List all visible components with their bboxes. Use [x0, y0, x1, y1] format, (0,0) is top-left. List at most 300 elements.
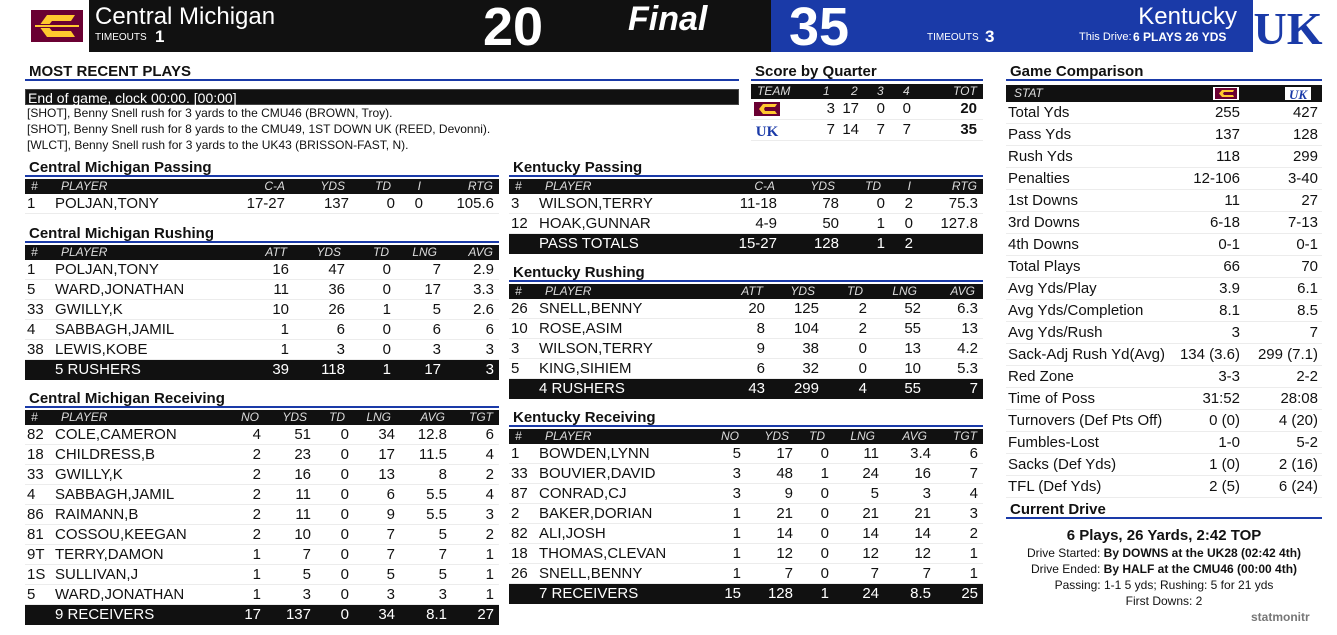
- cell-lng: 34: [378, 426, 395, 443]
- cell-lng: 55: [904, 380, 921, 397]
- col-num: #: [31, 245, 38, 259]
- cell-player: 9 RECEIVERS: [55, 606, 155, 623]
- cell-ca: 15-27: [738, 235, 777, 252]
- comparison-row: [1006, 388, 1322, 410]
- col-yds: YDS: [764, 429, 789, 443]
- home-team-bar: [25, 0, 573, 57]
- cell-lng: 52: [904, 300, 921, 317]
- comparison-row: [1006, 102, 1322, 124]
- cell-lng: 7: [870, 565, 879, 582]
- cell-num: 1: [27, 195, 36, 212]
- cell-no: 17: [244, 606, 261, 623]
- stat-label: Time of Poss: [1008, 390, 1095, 407]
- cm-passing-header: [25, 179, 499, 194]
- uk-value: 427: [1292, 104, 1318, 121]
- cell-att: 10: [272, 301, 289, 318]
- play-item: [WLCT], Benny Snell rush for 3 yards to the UK43 (BRISSON-FAST, N).: [27, 138, 409, 152]
- cmu-value: 6-18: [1209, 214, 1240, 231]
- table-row: [509, 524, 983, 544]
- cell-td: 0: [858, 340, 867, 357]
- cell-yds: 36: [328, 281, 345, 298]
- cell-yds: 11: [295, 486, 311, 503]
- col-num: #: [515, 179, 522, 193]
- cell-avg: 5.5: [426, 506, 447, 523]
- cell-td: 0: [820, 445, 829, 462]
- uk-rushing-section: [509, 263, 983, 399]
- uk-logo: [1253, 0, 1323, 52]
- cell-no: 1: [252, 546, 261, 563]
- total-score: 35: [960, 121, 977, 138]
- quarter-score: 0: [902, 100, 911, 117]
- stat-label: Avg Yds/Play: [1008, 280, 1097, 297]
- col-avg: AVG: [420, 410, 445, 424]
- cell-att: 6: [756, 360, 765, 377]
- cell-no: 1: [732, 545, 741, 562]
- stat-label: Rush Yds: [1008, 148, 1073, 165]
- away-team-bar: [771, 0, 1323, 57]
- quarter-score: 3: [826, 100, 835, 117]
- cell-player: BAKER,DORIAN: [539, 505, 653, 522]
- drive-detail: Passing: 1-1 5 yds; Rushing: 5 for 21 yds: [1054, 578, 1274, 592]
- cell-player: WILSON,TERRY: [539, 340, 653, 357]
- cell-no: 1: [732, 505, 741, 522]
- col-player: PLAYER: [61, 245, 108, 259]
- uk-value: 8.5: [1297, 302, 1318, 319]
- cell-att: 43: [748, 380, 765, 397]
- totals-row: [25, 360, 499, 380]
- table-row: [25, 340, 499, 360]
- uk-value: 7-13: [1287, 214, 1318, 231]
- col-num: #: [31, 410, 38, 424]
- cell-num: 9T: [27, 546, 45, 563]
- cell-avg: 3.4: [910, 445, 931, 462]
- cell-yds: 78: [822, 195, 839, 212]
- cell-num: 12: [511, 215, 528, 232]
- uk-passing-rows: [509, 194, 983, 254]
- cell-avg: 12.8: [417, 426, 447, 443]
- cell-tgt: 4: [969, 485, 978, 502]
- cell-lng: 12: [862, 545, 879, 562]
- stat-label: 1st Downs: [1008, 192, 1079, 209]
- cmu-value: 255: [1214, 104, 1240, 121]
- table-row: [25, 260, 499, 280]
- cell-player: ROSE,ASIM: [539, 320, 623, 337]
- drive-label: This Drive:: [1079, 31, 1132, 43]
- table-row: [25, 585, 499, 605]
- home-timeouts-count: 1: [155, 27, 165, 46]
- comparison-row: [1006, 366, 1322, 388]
- uk-rushing-title: Kentucky Rushing: [509, 263, 983, 282]
- cell-player: GWILLY,K: [55, 301, 123, 318]
- recent-plays-list: [25, 89, 739, 153]
- cell-td: 0: [340, 506, 349, 523]
- cell-yds: 50: [822, 215, 839, 232]
- cell-avg: 21: [914, 505, 931, 522]
- cell-rtg: 75.3: [948, 195, 978, 212]
- cell-num: 3: [511, 195, 520, 212]
- cm-rushing-section: [25, 224, 499, 380]
- table-row: [25, 565, 499, 585]
- cell-avg: 3: [485, 361, 494, 378]
- cell-yds: 7: [302, 546, 311, 563]
- cell-tgt: 1: [969, 565, 978, 582]
- current-drive-title: Current Drive: [1006, 500, 1322, 519]
- cmu-value: 12-106: [1193, 170, 1240, 187]
- cell-tgt: 4: [485, 446, 494, 463]
- col-td: TD: [373, 245, 389, 259]
- cell-avg: 5: [438, 526, 447, 543]
- stat-label: Turnovers (Def Pts Off): [1008, 412, 1163, 429]
- cell-td: 0: [340, 446, 349, 463]
- cell-num: 86: [27, 506, 44, 523]
- cell-yds: 3: [302, 586, 311, 603]
- cell-lng: 7: [386, 546, 395, 563]
- cell-player: BOWDEN,LYNN: [539, 445, 650, 462]
- cm-rushing-rows: [25, 260, 499, 380]
- table-row: [25, 485, 499, 505]
- col-player: PLAYER: [61, 410, 108, 424]
- uk-rushing-rows: [509, 299, 983, 399]
- cell-yds: 14: [776, 525, 793, 542]
- col-player: PLAYER: [545, 429, 592, 443]
- cell-tgt: 6: [485, 426, 494, 443]
- cell-avg: 16: [914, 465, 931, 482]
- cell-rtg: 105.6: [456, 195, 494, 212]
- quarter-score: 7: [876, 121, 885, 138]
- cell-lng: 17: [424, 281, 441, 298]
- game-comparison-title: Game Comparison: [1006, 62, 1322, 81]
- comparison-row: [1006, 300, 1322, 322]
- cmu-value: 137: [1214, 126, 1240, 143]
- cmu-value: 1-0: [1218, 434, 1240, 451]
- stat-label: Pass Yds: [1008, 126, 1072, 143]
- cell-num: 1: [511, 445, 520, 462]
- col-td: TD: [375, 179, 391, 193]
- cell-lng: 14: [862, 525, 879, 542]
- cell-no: 4: [252, 426, 261, 443]
- totals-row: [25, 605, 499, 625]
- col-player: PLAYER: [61, 179, 108, 193]
- drive-started-label: Drive Started:: [1026, 546, 1101, 560]
- cell-player: SABBAGH,JAMIL: [55, 321, 175, 338]
- uk-value: 5-2: [1296, 434, 1318, 451]
- cell-tgt: 1: [485, 586, 494, 603]
- cell-player: 7 RECEIVERS: [539, 585, 639, 602]
- col-no: NO: [721, 429, 739, 443]
- cell-avg: 14: [914, 525, 931, 542]
- drive-summary: 6 PLAYS 26 YDS: [1133, 30, 1227, 44]
- uk-value: 6 (24): [1278, 478, 1318, 495]
- cell-tgt: 27: [477, 606, 494, 623]
- comparison-row: [1006, 256, 1322, 278]
- uk-value: 2 (16): [1278, 456, 1318, 473]
- cell-avg: 2.9: [473, 261, 494, 278]
- drive-ended-label: Drive Ended:: [1030, 562, 1101, 576]
- cell-avg: 8.1: [426, 606, 447, 623]
- col-rtg: RTG: [467, 179, 493, 193]
- cmu-value: 11: [1224, 192, 1240, 209]
- cell-yds: 7: [784, 565, 793, 582]
- stat-label: 4th Downs: [1008, 236, 1079, 253]
- cell-player: SABBAGH,JAMIL: [55, 486, 175, 503]
- cell-ca: 11-18: [739, 195, 777, 212]
- cell-lng: 13: [904, 340, 921, 357]
- uk-receiving-header: [509, 429, 983, 444]
- away-team-name: Kentucky: [1138, 3, 1237, 30]
- cell-yds: 47: [328, 261, 345, 278]
- cell-td: 0: [820, 565, 829, 582]
- cell-avg: 13: [961, 320, 978, 337]
- cell-tgt: 25: [961, 585, 978, 602]
- cell-td: 4: [858, 380, 867, 397]
- cmu-value: 2 (5): [1209, 478, 1240, 495]
- cell-num: 5: [27, 281, 36, 298]
- comparison-row: [1006, 278, 1322, 300]
- uk-value: 28:08: [1280, 390, 1318, 407]
- cmu-value: 0 (0): [1209, 412, 1240, 429]
- comparison-row: [1006, 432, 1322, 454]
- table-row: [509, 464, 983, 484]
- cell-num: 10: [511, 320, 528, 337]
- cell-no: 3: [732, 465, 741, 482]
- cell-player: BOUVIER,DAVID: [539, 465, 656, 482]
- uk-value: 7: [1309, 324, 1318, 341]
- stat-label: Red Zone: [1008, 368, 1074, 385]
- stat-label: Avg Yds/Completion: [1008, 302, 1144, 319]
- table-row: [25, 545, 499, 565]
- play-item: [SHOT], Benny Snell rush for 8 yards to the CMU49, 1ST DOWN UK (REED, Devonni).: [27, 122, 491, 136]
- statmonitr-logo: statmonitr: [1251, 610, 1310, 624]
- table-row: [509, 299, 983, 319]
- cell-avg: 5.3: [957, 360, 978, 377]
- cmu-value: 3-3: [1218, 368, 1240, 385]
- cell-player: 5 RUSHERS: [55, 361, 141, 378]
- col-td: TD: [865, 179, 881, 193]
- cell-int: 0: [414, 195, 423, 212]
- table-row: [25, 505, 499, 525]
- table-row: [509, 544, 983, 564]
- col-lng: LNG: [412, 245, 437, 259]
- stat-label: 3rd Downs: [1008, 214, 1080, 231]
- col-yds: YDS: [316, 245, 341, 259]
- cell-lng: 17: [424, 361, 441, 378]
- cell-tgt: 2: [485, 526, 494, 543]
- cell-lng: 24: [862, 465, 879, 482]
- cell-player: 4 RUSHERS: [539, 380, 625, 397]
- cell-avg: 4.2: [957, 340, 978, 357]
- col-tgt: TGT: [469, 410, 493, 424]
- cell-no: 2: [252, 466, 261, 483]
- cell-avg: 2.6: [473, 301, 494, 318]
- cell-player: SNELL,BENNY: [539, 565, 643, 582]
- cell-yds: 51: [294, 426, 311, 443]
- col-tot: TOT: [953, 84, 977, 98]
- uk-value: 128: [1292, 126, 1318, 143]
- uk-passing-title: Kentucky Passing: [509, 158, 983, 177]
- cell-td: 0: [820, 485, 829, 502]
- col-team: TEAM: [757, 84, 791, 98]
- svg-text:UK: UK: [1253, 3, 1323, 52]
- cell-no: 1: [732, 525, 741, 542]
- cell-td: 0: [340, 526, 349, 543]
- cmu-value: 31:52: [1202, 390, 1240, 407]
- cell-player: WARD,JONATHAN: [55, 586, 185, 603]
- uk-passing-section: [509, 158, 983, 254]
- col-lng: LNG: [892, 284, 917, 298]
- table-row: [25, 194, 499, 214]
- cm-receiving-section: [25, 389, 499, 625]
- cell-num: 3: [511, 340, 520, 357]
- away-score: 35: [789, 0, 850, 57]
- col-ca: C-A: [264, 179, 285, 193]
- cell-num: 5: [511, 360, 520, 377]
- table-row: [509, 359, 983, 379]
- cmu-value: 0-1: [1218, 236, 1240, 253]
- cell-player: TERRY,DAMON: [55, 546, 164, 563]
- cell-player: CONRAD,CJ: [539, 485, 627, 502]
- cell-player: THOMAS,CLEVAN: [539, 545, 667, 562]
- cell-avg: 3: [438, 586, 447, 603]
- cell-avg: 3.3: [473, 281, 494, 298]
- cell-int: 0: [904, 215, 913, 232]
- cell-num: 81: [27, 526, 44, 543]
- cell-td: 0: [340, 426, 349, 443]
- cell-td: 1: [820, 585, 829, 602]
- cell-player: GWILLY,K: [55, 466, 123, 483]
- col-att: ATT: [265, 245, 287, 259]
- col-td: TD: [329, 410, 345, 424]
- cell-avg: 11.5: [418, 446, 447, 463]
- cell-td: 1: [382, 361, 391, 378]
- cell-player: POLJAN,TONY: [55, 261, 159, 278]
- stat-label: Total Yds: [1008, 104, 1070, 121]
- cell-td: 2: [858, 320, 867, 337]
- cell-no: 1: [252, 586, 261, 603]
- col-yds: YDS: [790, 284, 815, 298]
- cell-td: 0: [340, 486, 349, 503]
- cell-yds: 32: [802, 360, 819, 377]
- cell-num: 38: [27, 341, 44, 358]
- cell-player: RAIMANN,B: [55, 506, 139, 523]
- recent-plays-section: [25, 62, 739, 83]
- totals-row: [509, 234, 983, 254]
- stat-label: Sacks (Def Yds): [1008, 456, 1117, 473]
- col-player: PLAYER: [545, 284, 592, 298]
- stat-label: Penalties: [1008, 170, 1070, 187]
- cell-num: 26: [511, 300, 528, 317]
- quarter-score: 0: [876, 100, 885, 117]
- cell-lng: 7: [432, 261, 441, 278]
- cm-rushing-title: Central Michigan Rushing: [25, 224, 499, 243]
- cell-tgt: 1: [485, 566, 494, 583]
- cell-tgt: 2: [485, 466, 494, 483]
- col-q3: 3: [877, 84, 884, 98]
- comparison-row: [1006, 476, 1322, 498]
- cell-avg: 5: [438, 566, 447, 583]
- col-yds: YDS: [810, 179, 835, 193]
- cell-yds: 118: [321, 361, 345, 378]
- cell-num: 33: [511, 465, 528, 482]
- table-row: [25, 300, 499, 320]
- cell-lng: 11: [863, 445, 879, 462]
- comparison-rows: [1006, 102, 1322, 498]
- col-q4: 4: [903, 84, 910, 98]
- drive-summary-line: 6 Plays, 26 Yards, 2:42 TOP: [1066, 527, 1262, 544]
- cell-lng: 5: [870, 485, 879, 502]
- svg-text:UK: UK: [1288, 87, 1308, 101]
- cell-td: 0: [340, 566, 349, 583]
- col-q2: 2: [851, 84, 858, 98]
- cell-yds: 38: [802, 340, 819, 357]
- cmu-value: 8.1: [1219, 302, 1240, 319]
- uk-receiving-section: [509, 408, 983, 604]
- table-row: [509, 194, 983, 214]
- cell-lng: 5: [386, 566, 395, 583]
- cell-td: 0: [340, 586, 349, 603]
- current-play: End of game, clock 00:00. [00:00]: [25, 89, 739, 105]
- drive-ended: [1006, 561, 1322, 577]
- comparison-header: [1006, 85, 1322, 102]
- col-int: I: [907, 179, 911, 193]
- col-td: TD: [847, 284, 863, 298]
- col-avg: AVG: [950, 284, 975, 298]
- col-avg: AVG: [468, 245, 493, 259]
- cell-player: COLE,CAMERON: [55, 426, 177, 443]
- uk-receiving-title: Kentucky Receiving: [509, 408, 983, 427]
- cell-td: 1: [876, 235, 885, 252]
- cm-rushing-header: [25, 245, 499, 260]
- cell-lng: 24: [862, 585, 879, 602]
- game-comparison: [1006, 62, 1322, 609]
- comparison-row: [1006, 344, 1322, 366]
- cell-no: 2: [252, 486, 261, 503]
- cell-yds: 11: [295, 506, 311, 523]
- away-timeouts-label: TIMEOUTS: [927, 32, 979, 43]
- quarter-row-uk: [751, 120, 983, 141]
- cell-num: 4: [27, 486, 36, 503]
- cell-yds: 137: [285, 606, 311, 623]
- cell-yds: 23: [294, 446, 311, 463]
- cell-no: 5: [732, 445, 741, 462]
- col-no: NO: [241, 410, 259, 424]
- table-row: [25, 320, 499, 340]
- cell-td: 0: [340, 546, 349, 563]
- comparison-row: [1006, 234, 1322, 256]
- cell-yds: 3: [336, 341, 345, 358]
- cell-lng: 17: [378, 446, 395, 463]
- cell-num: 2: [511, 505, 520, 522]
- cell-player: LEWIS,KOBE: [55, 341, 148, 358]
- cell-td: 1: [820, 465, 829, 482]
- cmu-value: 3: [1231, 324, 1240, 341]
- cell-avg: 6.3: [957, 300, 978, 317]
- cell-num: 26: [511, 565, 528, 582]
- col-player: PLAYER: [545, 179, 592, 193]
- drive-ended-value: By HALF at the CMU46 (00:00 4th): [1103, 562, 1298, 576]
- cell-yds: 128: [813, 235, 839, 252]
- comparison-row: [1006, 168, 1322, 190]
- cell-tgt: 6: [969, 445, 978, 462]
- quarter-score: 17: [842, 100, 859, 117]
- cell-int: 2: [904, 195, 913, 212]
- cell-td: 0: [820, 545, 829, 562]
- cell-lng: 34: [378, 606, 395, 623]
- cell-yds: 9: [784, 485, 793, 502]
- col-lng: LNG: [366, 410, 391, 424]
- cell-avg: 12: [914, 545, 931, 562]
- col-ca: C-A: [754, 179, 775, 193]
- col-rtg: RTG: [951, 179, 977, 193]
